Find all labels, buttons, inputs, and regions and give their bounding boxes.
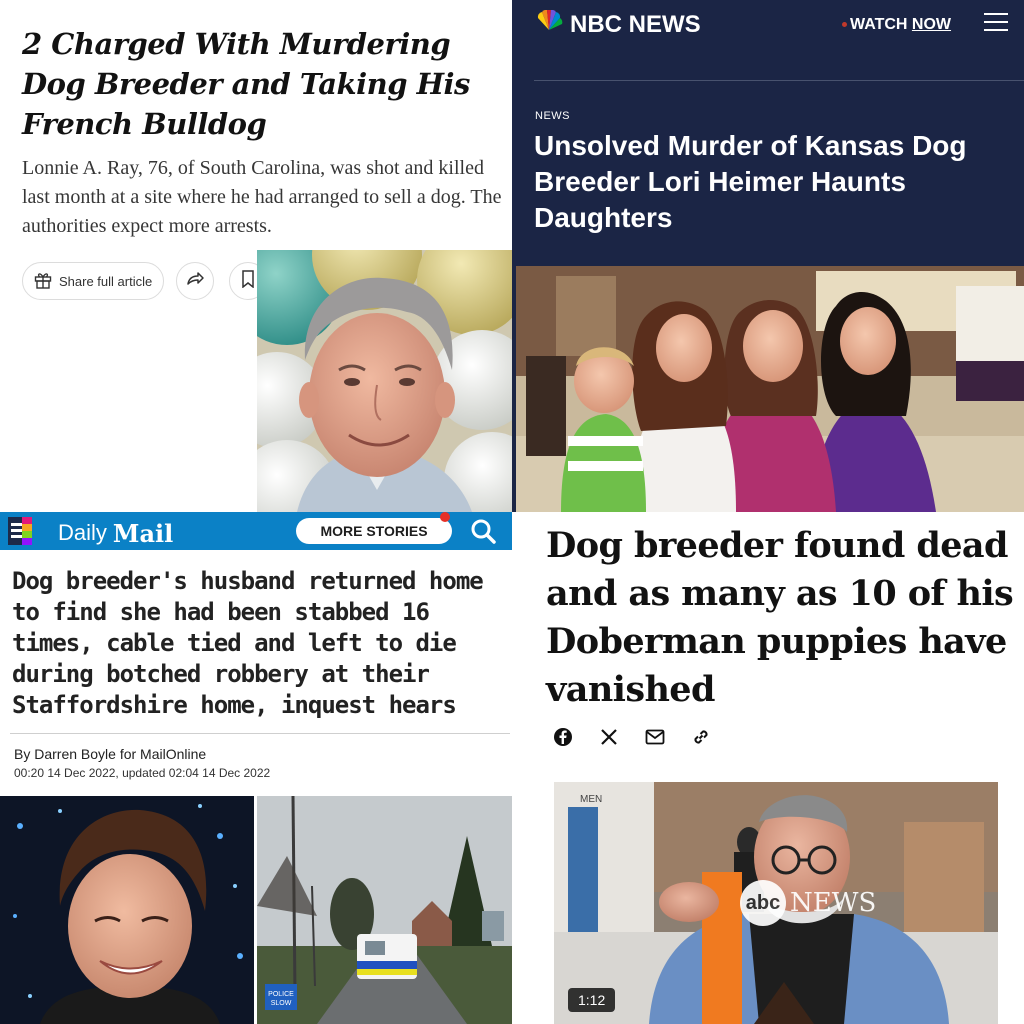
abc-news-watermark (740, 880, 876, 926)
watermark-news: NEWS (790, 888, 877, 918)
byline: By Darren Boyle for MailOnline (14, 746, 207, 762)
now-label: NOW (911, 16, 952, 33)
section-label[interactable]: NEWS (535, 110, 570, 122)
byline-divider (10, 733, 510, 734)
share-arrow-button[interactable] (176, 262, 214, 300)
watch-now-link[interactable] (850, 16, 951, 34)
bookmark-icon (240, 270, 256, 292)
abc-article-panel (512, 512, 1024, 1024)
share-full-article-label: Share full article (59, 273, 153, 289)
share-full-article-button[interactable] (22, 262, 164, 300)
mail-icon[interactable] (644, 726, 666, 748)
search-icon[interactable] (468, 516, 498, 546)
nyt-article-panel (0, 0, 512, 512)
logo-mail: Mail (112, 518, 174, 548)
nbc-headline[interactable]: Unsolved Murder of Kansas Dog Breeder Lori Heimer Haunts Daughters (534, 130, 967, 233)
nyt-summary: Lonnie A. Ray, 76, of South Carolina, was shot and killed last month at a site where he had arranged to sell a dog. The authorities expect more arrests. (22, 157, 502, 237)
logo-daily: Daily (58, 520, 107, 545)
share-arrow-icon (185, 269, 205, 293)
facebook-icon[interactable] (552, 726, 574, 748)
heimer-family-photo (516, 266, 1024, 512)
nbc-news-logo[interactable] (534, 10, 701, 39)
nyt-headline[interactable]: 2 Charged With Murdering Dog Breeder and Taking His French Bulldog (22, 27, 470, 141)
svg-text:SLOW: SLOW (270, 1000, 292, 1007)
lonnie-ray-photo (257, 250, 512, 512)
gift-icon (33, 270, 53, 293)
more-stories-button[interactable]: MORE STORIES (296, 518, 452, 544)
menu-stripes-icon[interactable] (8, 515, 52, 551)
abc-logo-icon: abc (740, 880, 786, 926)
live-dot-icon (842, 22, 847, 27)
publish-date: 00:20 14 Dec 2022, updated 02:04 14 Dec 2022 (14, 766, 271, 780)
dailymail-logo[interactable] (8, 515, 173, 551)
dailymail-article-panel (0, 512, 512, 1024)
breeder-video-thumbnail[interactable] (554, 782, 998, 1024)
police-scene-photo (257, 796, 512, 1024)
abc-headline[interactable]: Dog breeder found dead and as many as 10 of his Doberman puppies have vanished (546, 525, 1014, 710)
link-icon[interactable] (690, 726, 712, 748)
watch-label: WATCH (850, 16, 908, 33)
share-icons-row (552, 726, 712, 748)
nbc-article-panel (512, 0, 1024, 512)
svg-text:POLICE: POLICE (268, 991, 294, 998)
header-divider (534, 80, 1024, 81)
hamburger-menu-icon[interactable] (984, 13, 1008, 33)
notification-dot-icon (440, 512, 450, 522)
nbc-news-wordmark: NBC NEWS (570, 10, 701, 38)
men-door-sign: MEN (580, 794, 603, 805)
peacock-icon (534, 10, 564, 39)
video-duration-badge: 1:12 (568, 988, 615, 1012)
dailymail-headline[interactable]: Dog breeder's husband returned home to find she had been stabbed 16 times, cable tied and left to die during botched robbery at their Staffordshire home, inquest hears (12, 567, 483, 719)
victim-portrait-photo (0, 796, 254, 1024)
x-icon[interactable] (598, 726, 620, 748)
